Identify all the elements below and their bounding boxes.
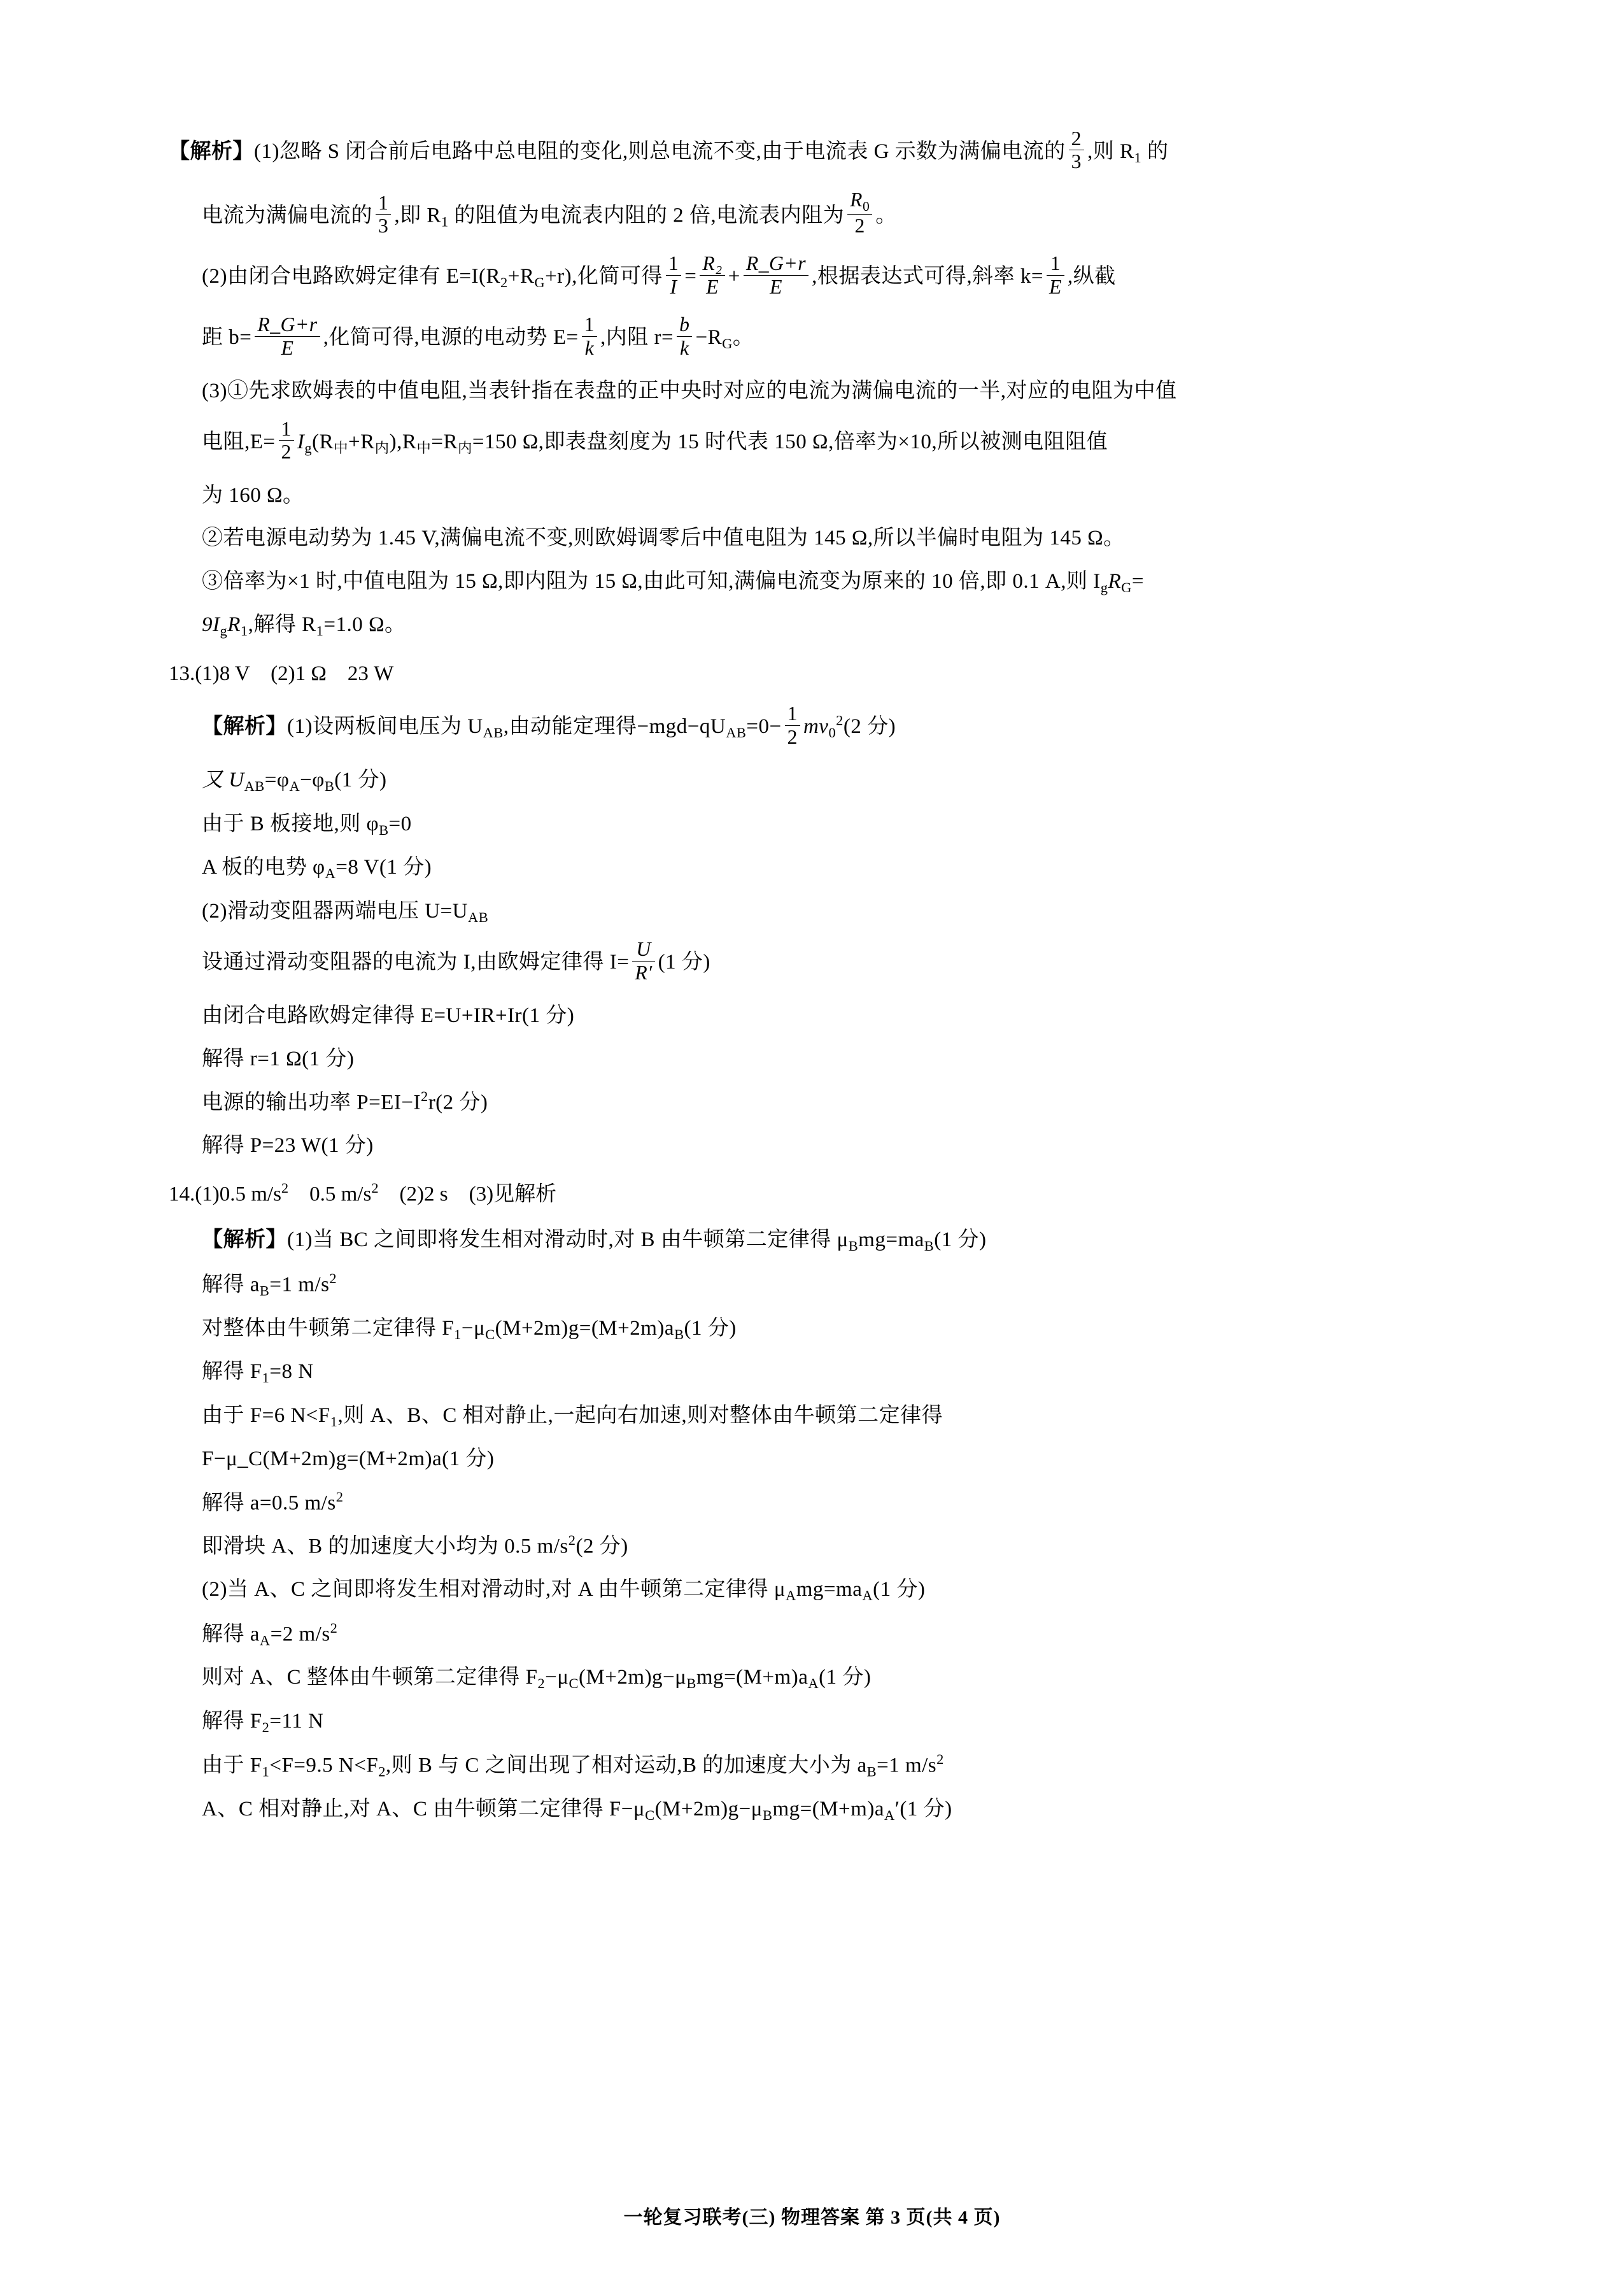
q14-l11-sub-c: B xyxy=(686,1675,696,1692)
q12-l6-text-f: =R xyxy=(431,430,458,453)
q12-l3-eq: = xyxy=(684,265,697,288)
q13-l4-b: =8 V(1 分) xyxy=(335,856,432,879)
q14-l12-b: =11 N xyxy=(269,1709,324,1733)
q13-l2-d: (1 分) xyxy=(334,769,387,792)
q12-l1-text-c: 的 xyxy=(1141,140,1169,164)
q12-l10-sub-a: g xyxy=(220,623,228,639)
q14-l14-a: A、C 相对静止,对 A、C 由牛顿第二定律得 F−μ xyxy=(202,1798,646,1821)
q13-l6-a: 设通过滑动变阻器的电流为 I,由欧姆定律得 I= xyxy=(202,951,630,974)
q14-line-1 xyxy=(169,1223,1455,1258)
q14-l3-sub-b: C xyxy=(485,1326,495,1342)
q14-h-sup: 2 xyxy=(281,1180,289,1196)
q12-line-4 xyxy=(169,313,1455,359)
q13-line-1 xyxy=(169,702,1455,748)
fraction-RGr-E: $\frac{R\_G+r}{E}$ xyxy=(744,252,808,298)
q14-line-10 xyxy=(169,1617,1455,1652)
q14-l2-sup: 2 xyxy=(329,1270,337,1286)
q12-l3-text-b: +R xyxy=(507,265,535,288)
q14-h-a: 14.(1)0.5 m/s xyxy=(169,1182,281,1206)
q13-l3-sub-a: B xyxy=(379,821,389,838)
q12-l6-sub-e: 中 xyxy=(416,440,432,457)
q13-line-4 xyxy=(169,851,1455,886)
q14-l1-sub-a: B xyxy=(848,1238,859,1254)
q12-line-3 xyxy=(169,252,1455,298)
q12-l6-sub-d: 内 xyxy=(374,440,390,457)
q13-line-6 xyxy=(169,938,1455,984)
q13-l2-sub-c: B xyxy=(324,778,335,795)
q13-l1-sub-b: AB xyxy=(726,725,747,741)
q13-l2-sub-b: A xyxy=(289,778,300,795)
q14-l1-b: mg=ma xyxy=(858,1228,924,1252)
q13-l1-b: ,由动能定理得−mgd−qU xyxy=(503,715,726,739)
q14-l14-b: (M+2m)g−μ xyxy=(654,1798,763,1821)
q14-h-c: (2)2 s (3)见解析 xyxy=(378,1182,557,1206)
q13-l1-d: mv xyxy=(803,715,829,739)
q12-line-8: ②若电源电动势为 1.45 V,满偏电流不变,则欧姆调零后中值电阻为 145 Ω,所以半偏时电阻为 145 Ω。 xyxy=(202,527,1125,550)
question-13 xyxy=(169,657,1455,1163)
q14-line-13 xyxy=(169,1748,1455,1784)
q13-l3-a: 由于 B 板接地,则 φ xyxy=(202,812,379,835)
q12-line-6 xyxy=(169,418,1455,464)
q14-answer-header xyxy=(169,1177,1455,1212)
q13-line-10: 解得 P=23 W(1 分) xyxy=(202,1133,374,1157)
q14-l2-b: =1 m/s xyxy=(269,1272,330,1296)
q14-l1-c: (1 分) xyxy=(934,1228,987,1252)
q14-l11-d: mg=(M+m)a xyxy=(696,1666,808,1689)
q12-l2-text-c: 的阻值为电流表内阻的 2 倍,电流表内阻为 xyxy=(448,204,845,227)
fraction-1-E: $\frac{1}{E}$ xyxy=(1047,252,1064,298)
q14-l9-c: (1 分) xyxy=(873,1578,926,1601)
question-12-analysis xyxy=(169,127,1455,643)
q12-l4-text-c: ,内阻 r= xyxy=(600,326,674,350)
q14-l11-b: −μ xyxy=(545,1666,569,1689)
q12-l4-sub: G xyxy=(722,336,733,352)
q14-l4-b: =8 N xyxy=(269,1360,314,1384)
q14-l11-c: (M+2m)g−μ xyxy=(578,1666,687,1689)
analysis-label: 【解析】 xyxy=(169,140,254,164)
q12-l9-text-b: R xyxy=(1108,569,1122,593)
q12-l3-text-a: (2)由闭合电路欧姆定律有 E=I(R xyxy=(202,265,500,288)
q14-h-sup2: 2 xyxy=(371,1180,379,1196)
q14-l12-sub-a: 2 xyxy=(262,1719,270,1736)
q14-line-8 xyxy=(169,1529,1455,1564)
q12-line-1 xyxy=(169,127,1455,173)
q14-l3-a: 对整体由牛顿第二定律得 F xyxy=(202,1316,455,1340)
q14-l11-sub-a: 2 xyxy=(537,1675,546,1692)
q14-l13-c: ,则 B 与 C 之间出现了相对运动,B 的加速度大小为 a xyxy=(385,1754,867,1777)
q14-l8-b: (2 分) xyxy=(575,1535,628,1558)
q12-l1-text-a: (1)忽略 S 闭合前后电路中总电阻的变化,则总电流不变,由于电流表 G 示数为满偏电流的 xyxy=(254,140,1066,164)
q14-l5-b: ,则 A、B、C 相对静止,一起向右加速,则对整体由牛顿第二定律得 xyxy=(337,1403,943,1427)
q13-line-5 xyxy=(169,895,1455,930)
q14-l14-d: ′(1 分) xyxy=(894,1798,952,1821)
fraction-1-I: $\frac{1}{I}$ xyxy=(666,252,681,298)
q13-l5-a: (2)滑动变阻器两端电压 U=U xyxy=(202,899,469,923)
q14-l14-sub-b: B xyxy=(762,1807,773,1824)
q12-l3-plus: + xyxy=(728,265,740,288)
q14-line-2 xyxy=(169,1267,1455,1303)
q14-l1-sub-b: B xyxy=(924,1238,935,1254)
q12-l10-text-b: R xyxy=(227,613,241,637)
q12-l10-sub-b: 1 xyxy=(240,623,248,639)
fraction-1-k: $\frac{1}{k}$ xyxy=(582,313,597,359)
q12-l2-text-d: 。 xyxy=(875,204,897,227)
q14-l3-b: −μ xyxy=(461,1316,486,1340)
q13-l4-sub-a: A xyxy=(325,865,336,882)
q14-l3-c: (M+2m)g=(M+2m)a xyxy=(495,1316,675,1340)
q14-l2-sub-a: B xyxy=(259,1282,270,1299)
q12-l3-text-e: ,纵截 xyxy=(1067,265,1116,288)
q12-l9-sub-a: g xyxy=(1100,579,1108,595)
q14-l13-sup: 2 xyxy=(936,1751,944,1768)
q14-line-7 xyxy=(169,1486,1455,1521)
q12-l4-text-d: −R xyxy=(695,326,723,350)
q14-l11-e: (1 分) xyxy=(819,1666,872,1689)
q13-l4-a: A 板的电势 φ xyxy=(202,856,325,879)
q13-l1-e: (2 分) xyxy=(843,715,896,739)
q14-l9-a: (2)当 A、C 之间即将发生相对滑动时,对 A 由牛顿第二定律得 μ xyxy=(202,1578,786,1601)
fraction-r0-2: $\frac{R_0}{2}$ xyxy=(847,188,872,238)
q13-l1-sub-d: 0 xyxy=(828,725,837,741)
q13-l2-a: 又 U xyxy=(202,769,244,792)
q13-l3-b: =0 xyxy=(388,812,412,835)
q14-l12-a: 解得 F xyxy=(202,1709,262,1733)
q14-l14-c: mg=(M+m)a xyxy=(772,1798,884,1821)
q14-l9-sub-b: A xyxy=(862,1587,873,1604)
q14-line-4 xyxy=(169,1355,1455,1390)
q14-l11-sub-b: C xyxy=(568,1675,579,1692)
q14-line-6: F−μ_C(M+2m)g=(M+2m)a(1 分) xyxy=(202,1447,495,1471)
fraction-RGr-E-2: $\frac{R\_G+r}{E}$ xyxy=(255,313,320,359)
q12-l10-text-d: =1.0 Ω。 xyxy=(323,613,406,637)
q14-l5-sub-a: 1 xyxy=(330,1413,338,1430)
q12-l4-text-a: 距 b= xyxy=(202,326,252,350)
q14-line-11 xyxy=(169,1661,1455,1696)
q14-l3-sub-c: B xyxy=(674,1326,684,1342)
q14-l1-a: (1)当 BC 之间即将发生相对滑动时,对 B 由牛顿第二定律得 μ xyxy=(287,1228,849,1252)
page-footer: 一轮复习联考(三) 物理答案 第 3 页(共 4 页) xyxy=(623,2207,1001,2228)
q12-l10-text-a: 9I xyxy=(202,613,220,637)
fraction-2-3: $\frac{2}{3}$ xyxy=(1069,127,1084,173)
q14-l13-sub-b: 2 xyxy=(378,1763,386,1780)
q13-l2-c: −φ xyxy=(300,769,325,792)
q12-line-10 xyxy=(169,608,1455,643)
q12-line-7: 为 160 Ω。 xyxy=(202,483,304,507)
q13-line-3 xyxy=(169,807,1455,842)
fraction-R2-E: $\frac{\text{R₂}}{E}$ xyxy=(700,252,724,298)
q14-l14-sub-a: C xyxy=(645,1807,655,1824)
q12-l4-text-e: 。 xyxy=(732,326,754,350)
q13-line-8: 解得 r=1 Ω(1 分) xyxy=(202,1047,355,1070)
q12-l2-sub: 1 xyxy=(441,213,449,230)
q12-l6-text-c: (R xyxy=(312,430,334,453)
q14-l13-sub-c: B xyxy=(866,1763,877,1780)
q14-l3-d: (1 分) xyxy=(684,1316,737,1340)
q14-l11-a: 则对 A、C 整体由牛顿第二定律得 F xyxy=(202,1666,538,1689)
q14-l13-sub-a: 1 xyxy=(262,1763,270,1780)
question-14 xyxy=(169,1177,1455,1827)
q13-l1-c: =0− xyxy=(746,715,782,739)
q14-l10-a: 解得 a xyxy=(202,1622,260,1645)
q14-l4-sub-a: 1 xyxy=(262,1370,270,1386)
q14-l13-b: <F=9.5 N<F xyxy=(269,1754,379,1777)
q12-l6-sub-b: g xyxy=(304,440,313,457)
q14-line-3 xyxy=(169,1312,1455,1347)
q13-line-9 xyxy=(169,1085,1455,1120)
q14-h-b: 0.5 m/s xyxy=(288,1182,372,1206)
q13-l1-sup-d: 2 xyxy=(836,712,844,728)
q12-l6-text-d: +R xyxy=(348,430,375,453)
analysis-label: 【解析】 xyxy=(202,715,287,739)
fraction-1-2: $\frac{1}{2}$ xyxy=(785,702,800,748)
q14-l9-b: mg=ma xyxy=(796,1578,863,1601)
q13-l5-sub-a: AB xyxy=(468,909,489,925)
q14-l11-sub-d: A xyxy=(808,1675,819,1692)
fraction-1-2: $\frac{1}{2}$ xyxy=(279,418,294,464)
q12-l10-text-c: ,解得 R xyxy=(248,613,316,637)
q13-line-2 xyxy=(169,763,1455,799)
q14-l5-a: 由于 F=6 N<F xyxy=(202,1403,330,1427)
q14-l13-d: =1 m/s xyxy=(877,1754,937,1777)
q12-l1-text-b: ,则 R xyxy=(1087,140,1134,164)
q12-l6-text-g: =150 Ω,即表盘刻度为 15 时代表 150 Ω,倍率为×10,所以被测电阻阻值 xyxy=(472,430,1108,453)
q14-l7-sup: 2 xyxy=(335,1488,344,1505)
q14-l4-a: 解得 F xyxy=(202,1360,262,1384)
q13-answer-header: 13.(1)8 V (2)1 Ω 23 W xyxy=(169,662,394,685)
q14-line-5 xyxy=(169,1399,1455,1434)
q13-l9-sup: 2 xyxy=(420,1088,428,1105)
q14-l10-b: =2 m/s xyxy=(270,1622,330,1645)
q14-l3-sub-a: 1 xyxy=(454,1326,462,1342)
q13-l1-a: (1)设两板间电压为 U xyxy=(287,715,483,739)
q12-l2-text-b: ,即 R xyxy=(394,204,441,227)
q14-l14-sub-c: A xyxy=(884,1807,895,1824)
q12-line-9 xyxy=(169,565,1455,600)
analysis-label: 【解析】 xyxy=(202,1228,287,1252)
fraction-b-k: $\frac{b}{k}$ xyxy=(677,313,692,359)
q13-l9-b: r(2 分) xyxy=(428,1091,488,1114)
q13-l6-b: (1 分) xyxy=(658,951,710,974)
q12-l9-text-a: ③倍率为×1 时,中值电阻为 15 Ω,即内阻为 15 Ω,由此可知,满偏电流变为原来的 10 倍,即 0.1 A,则 I xyxy=(202,569,1101,593)
q12-line-5: (3)①先求欧姆表的中值电阻,当表针指在表盘的正中央时对应的电流为满偏电流的一半,对应的电阻为中值 xyxy=(202,380,1177,403)
q14-l8-sup: 2 xyxy=(568,1532,576,1549)
q12-line-2 xyxy=(169,188,1455,238)
q12-l3-sub-b: G xyxy=(534,274,546,291)
q13-line-7: 由闭合电路欧姆定律得 E=U+IR+Ir(1 分) xyxy=(202,1004,575,1028)
q14-l10-sup: 2 xyxy=(330,1619,338,1636)
fraction-U-R: $\frac{U}{R'}$ xyxy=(632,938,654,984)
q14-l2-a: 解得 a xyxy=(202,1272,260,1296)
q12-l6-text-a: 电阻,E= xyxy=(202,430,276,453)
q14-line-9 xyxy=(169,1573,1455,1608)
q13-l9-a: 电源的输出功率 P=EI−I xyxy=(202,1091,421,1114)
q14-l10-sub-a: A xyxy=(259,1632,271,1649)
q14-l7-a: 解得 a=0.5 m/s xyxy=(202,1491,336,1514)
q14-line-14 xyxy=(169,1793,1455,1828)
q12-l3-text-c: +r),化简可得 xyxy=(545,265,663,288)
q14-l8-a: 即滑块 A、B 的加速度大小均为 0.5 m/s xyxy=(202,1535,568,1558)
q12-l9-sub-b: G xyxy=(1121,579,1132,595)
q14-line-12 xyxy=(169,1705,1455,1740)
q14-l13-a: 由于 F xyxy=(202,1754,262,1777)
q12-l1-sub: 1 xyxy=(1134,150,1142,166)
q12-l6-sub-c: 中 xyxy=(334,440,349,457)
q12-l3-sub-a: 2 xyxy=(500,274,508,291)
q14-l9-sub-a: A xyxy=(786,1587,796,1604)
q13-l2-b: =φ xyxy=(264,769,290,792)
q13-l1-sub-a: AB xyxy=(483,725,504,741)
q12-l6-text-e: ),R xyxy=(389,430,417,453)
q12-l9-text-c: = xyxy=(1131,569,1144,593)
q12-l6-text-b: I xyxy=(297,430,305,453)
q12-l2-text-a: 电流为满偏电流的 xyxy=(202,204,372,227)
q12-l4-text-b: ,化简可得,电源的电动势 E= xyxy=(323,326,579,350)
q12-l3-text-d: ,根据表达式可得,斜率 k= xyxy=(812,265,1043,288)
fraction-1-3: $\frac{1}{3}$ xyxy=(376,192,391,238)
q12-l6-sub-f: 内 xyxy=(457,440,472,457)
q12-l10-sub-c: 1 xyxy=(316,623,324,639)
q13-l2-sub-a: AB xyxy=(244,778,265,795)
